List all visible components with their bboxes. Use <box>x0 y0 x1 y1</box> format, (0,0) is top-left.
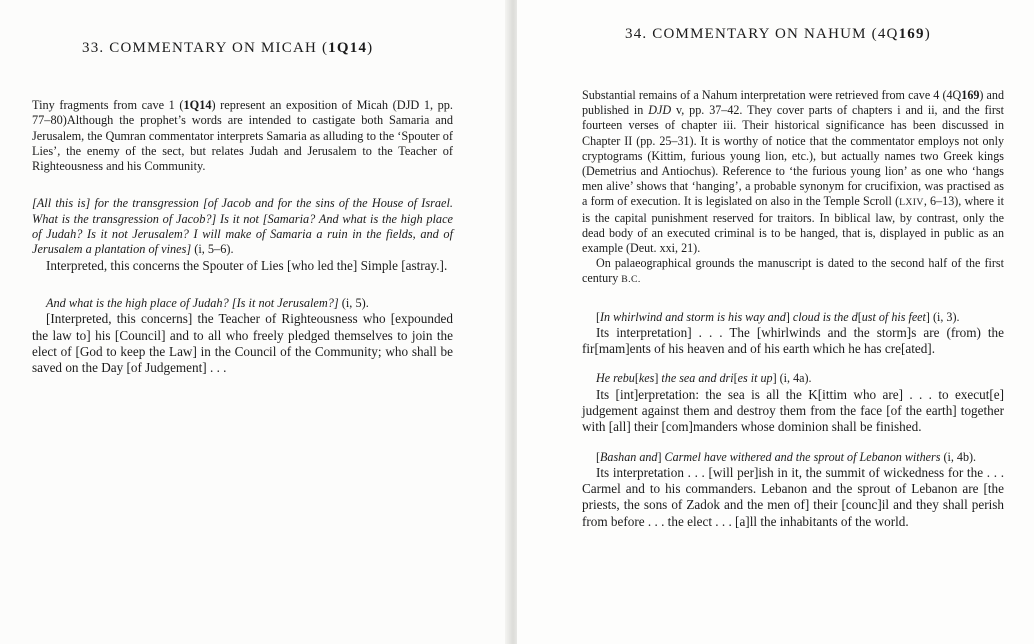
text-run: Tiny fragments from cave 1 ( <box>32 98 184 112</box>
manuscript-code: 169 <box>961 88 980 102</box>
quotation-paragraph <box>32 296 453 311</box>
interpretation-text: [Interpreted, this concerns] the Teacher of Righteousness who [expounded the law to] his [Council] and to all who freely pledged themselves to join the elect of [God to keep the Law] in the Council of the Community; who shall be saved on the Day [of Judgement] . . . <box>32 311 453 376</box>
text-run: , 6–13), where it is the capital punishment reserved for traitors. In biblical law, by contrast, only the dead body of an executed criminal is to be hanged, that is, displayed in public as an example (Deut. xxi, 21). <box>582 194 1004 256</box>
bracket: ] <box>785 309 793 324</box>
quotation-text: He rebu <box>596 371 635 386</box>
interpretation-paragraph <box>32 258 453 274</box>
quotation-paragraph <box>582 310 1004 325</box>
bracket: ] <box>654 371 662 386</box>
era-label: B.C. <box>621 274 641 286</box>
quotation-text: [All this is] for the transgression [of Jacob and for the sins of the House of Israel. What is the transgression of Jacob?] Is it not [Samaria? And what is the high place of Judah? Is it not Jerusalem? I will make of Samaria a ruin in the fields, and of Jerusalem a plantation of vines] <box>32 196 453 257</box>
bracket: [ <box>733 371 738 386</box>
text-run: DJD <box>648 103 672 118</box>
quotation-text: And what is the high place of Judah? [Is it not Jerusalem?] <box>46 295 339 310</box>
text-run: ) represent an exposition of Micah (DJD 1, pp. 77–80)Although the prophet’s words are intended to castigate both Samaria and Jerusalem, the Qumran commentator interprets Samaria as alluding to the ‘Spouter of Lies’, the enemy of the sect, but relates Judah and Jerusalem to the Teacher of Righteousness and his Community. <box>32 98 453 174</box>
quotation-text: kes <box>638 371 655 386</box>
manuscript-code: 1Q14 <box>183 98 212 112</box>
text-run: On palaeographical grounds the manuscript is dated to the second half of the first century <box>582 256 1004 286</box>
text-run: ) and published in <box>582 88 1004 118</box>
bracket: [ <box>857 309 862 324</box>
reference: (i, 5). <box>338 295 369 310</box>
reference: ] (i, 3). <box>925 309 960 324</box>
left-column <box>32 98 453 376</box>
intro-paragraph <box>582 88 1004 256</box>
heading-text: ) <box>924 26 931 42</box>
interpretation-paragraph <box>32 311 453 376</box>
heading-text: 34. COMMENTARY ON NAHUM (4Q <box>625 26 899 42</box>
heading-code: 169 <box>898 26 925 42</box>
heading-code: 1Q14 <box>328 40 368 56</box>
reference: ] (i, 4a). <box>772 371 812 386</box>
heading-text: ) <box>367 40 374 56</box>
quotation-text: the sea and dri <box>661 371 734 386</box>
left-page-heading <box>82 40 373 57</box>
text-run: v, pp. 37–42. They cover parts of chapters i and ii, and the first fourteen verses of chapter iii. Their historical significance has been discussed in Chapter II (pp. 25–31). It is worthy of notice that the commentator employs not only cryptograms (Kittim, furious young lion, etc.), but actually names two Greek kings (Demetrius and Antiochus). Reference to ‘the furious young lion’ as one who ‘hangs men alive’ shows that ‘hanging’, a probable synonym for crucifixion, was practised as a form of execution. It is legislated on also in the Temple Scroll ( <box>582 103 1005 209</box>
left-page <box>0 0 510 644</box>
interpretation-paragraph <box>582 387 1004 436</box>
quotation-text: Carmel have withered and the sprout of Lebanon withers <box>664 449 941 464</box>
text-run: Substantial remains of a Nahum interpretation were retrieved from cave 4 (4Q <box>582 88 962 102</box>
interpretation-text: Its [int]erpretation: the sea is all the K[ittim who are] . . . to execut[e] judgement against them and destroy them from the face [of the earth] together with [all] their [com]manders whose dominion shall be finished. <box>582 386 1004 435</box>
intro-paragraph <box>32 98 453 174</box>
interpretation-paragraph <box>582 325 1004 358</box>
right-page <box>517 0 1034 644</box>
bracket: [ <box>596 449 601 464</box>
quotation-paragraph <box>32 196 453 257</box>
bracket: [ <box>634 371 639 386</box>
right-page-heading <box>625 26 931 43</box>
interpretation-paragraph <box>582 465 1004 530</box>
bracket: ] <box>657 449 665 464</box>
column-number: LXIV <box>899 197 924 209</box>
quotation-paragraph <box>582 371 1004 386</box>
quotation-paragraph <box>582 450 1004 465</box>
interpretation-text: Its interpretation . . . [will per]ish in it, the summit of wickedness for the . . . Carmel and to his commanders. Lebanon and the sprout of Lebanon are [the priests, the sons of Zadok and the men of] their [counc]il and they shall perish from before . . . the elect . . . [a]ll the inhabitants of the world. <box>582 464 1004 529</box>
heading-text: 33. COMMENTARY ON MICAH ( <box>82 40 329 56</box>
dating-paragraph <box>582 256 1004 287</box>
quotation-text: Bashan and <box>600 449 658 464</box>
reference: (i, 4b). <box>940 449 977 464</box>
right-column <box>582 88 1004 530</box>
quotation-text: cloud is the d <box>792 309 858 324</box>
interpretation-text: Its interpretation] . . . The [whirlwinds and the storm]s are (from) the fir[mam]ents of his heaven and of his earth which he has cre[ated]. <box>582 324 1004 357</box>
bracket: [ <box>596 309 601 324</box>
reference: (i, 5–6). <box>191 242 234 257</box>
interpretation-text: Interpreted, this concerns the Spouter of Lies [who led the] Simple [astray.]. <box>46 257 448 273</box>
quotation-text: In whirlwind and storm is his way and <box>600 309 786 324</box>
quotation-text: es it up <box>737 371 773 386</box>
quotation-text: ust of his feet <box>861 309 926 324</box>
